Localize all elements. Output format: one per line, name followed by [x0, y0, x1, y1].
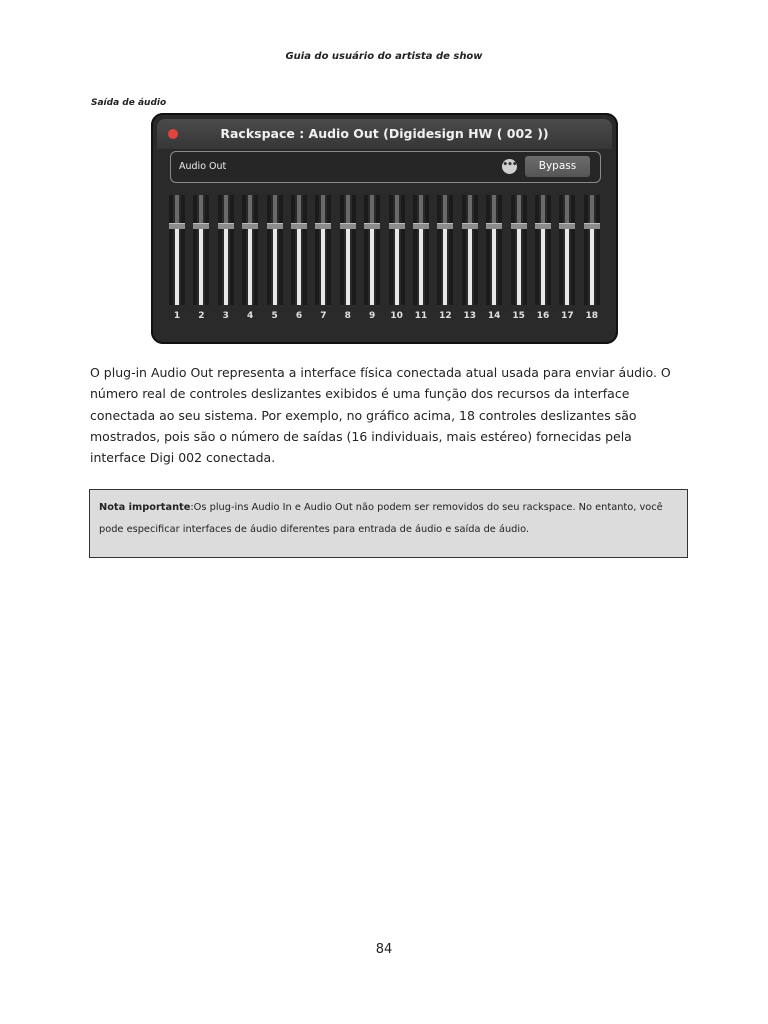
slider-fill	[175, 226, 179, 305]
slider-number-label: 16	[536, 311, 550, 321]
slider-thumb[interactable]	[486, 223, 502, 229]
rackspace-window-screenshot	[151, 113, 618, 344]
slider-groove	[462, 195, 466, 305]
slider-thumb[interactable]	[364, 223, 380, 229]
slider-thumb[interactable]	[193, 223, 209, 229]
slider-thumb[interactable]	[169, 223, 185, 229]
slider-number-label: 8	[344, 311, 351, 321]
slider-thumb[interactable]	[462, 223, 478, 229]
slider-number-label: 1	[173, 311, 181, 321]
slider-fill	[419, 226, 423, 305]
output-slider[interactable]	[409, 193, 433, 328]
output-slider[interactable]	[165, 193, 189, 328]
slider-groove	[449, 195, 453, 305]
slider-groove	[389, 195, 393, 305]
slider-groove	[303, 195, 307, 305]
output-slider[interactable]	[238, 193, 262, 328]
slider-groove	[401, 195, 405, 305]
slider-fill	[541, 226, 545, 305]
slider-fill	[297, 226, 301, 305]
bypass-button[interactable]: Bypass	[525, 156, 590, 177]
slider-groove	[267, 195, 271, 305]
slider-fill	[199, 226, 203, 305]
slider-fill	[346, 226, 350, 305]
page-number: 84	[375, 942, 393, 957]
slider-number-label: 6	[295, 311, 303, 321]
output-slider[interactable]	[189, 193, 213, 328]
slider-bank	[165, 193, 605, 328]
more-options-icon[interactable]: •••	[502, 159, 517, 174]
slider-thumb[interactable]	[218, 223, 234, 229]
slider-groove	[291, 195, 295, 305]
output-slider[interactable]	[531, 193, 555, 328]
slider-fill	[517, 226, 521, 305]
slider-number-label: 9	[369, 311, 376, 321]
slider-groove	[511, 195, 515, 305]
running-header: Guia do usuário do artista de show	[285, 51, 483, 62]
output-slider[interactable]	[336, 193, 360, 328]
slider-groove	[181, 195, 185, 305]
slider-groove	[352, 195, 356, 305]
section-caption: Saída de áudio	[91, 98, 167, 108]
slider-number-label: 3	[222, 311, 229, 321]
slider-groove	[498, 195, 502, 305]
slider-thumb[interactable]	[267, 223, 283, 229]
slider-fill	[370, 226, 374, 305]
output-slider[interactable]	[311, 193, 335, 328]
slider-number-label: 15	[512, 311, 525, 321]
slider-fill	[443, 226, 447, 305]
window-title: Rackspace : Audio Out (Digidesign HW ( 002 ))	[220, 126, 549, 141]
slider-fill	[321, 226, 325, 305]
body-paragraph: O plug-in Audio Out representa a interface física conectada atual usada para enviar áudio. O número real de controles deslizantes exibidos é uma função dos recursos da interface conectada ao seu sistema. Por exemplo, no gráfico acima, 18 controles deslizantes são mostrados, pois são o número de saídas (16 individuais, mais estéreo) fornecidas pela interface Digi 002 conectada.	[90, 365, 671, 466]
note-text: :Os plug-ins Audio In e Audio Out não podem ser removidos do seu rackspace. No entanto, você pode especificar interfaces de áudio diferentes para entrada de áudio e saída de áudio.	[99, 502, 663, 535]
note-label: Nota importante	[99, 502, 191, 513]
slider-groove	[279, 195, 283, 305]
slider-fill	[492, 226, 496, 305]
slider-thumb[interactable]	[389, 223, 405, 229]
slider-thumb[interactable]	[242, 223, 258, 229]
output-slider[interactable]	[555, 193, 579, 328]
plugin-strip	[170, 151, 601, 183]
slider-fill	[468, 226, 472, 305]
slider-fill	[565, 226, 569, 305]
output-slider[interactable]	[263, 193, 287, 328]
slider-number-label: 17	[561, 311, 574, 321]
slider-groove	[559, 195, 563, 305]
slider-number-label: 13	[463, 311, 477, 321]
slider-groove	[218, 195, 222, 305]
slider-groove	[523, 195, 527, 305]
output-slider[interactable]	[360, 193, 384, 328]
slider-number-label: 18	[585, 311, 599, 321]
slider-groove	[547, 195, 551, 305]
slider-thumb[interactable]	[413, 223, 429, 229]
slider-groove	[376, 195, 380, 305]
slider-groove	[169, 195, 173, 305]
slider-thumb[interactable]	[291, 223, 307, 229]
slider-fill	[224, 226, 228, 305]
output-slider[interactable]	[458, 193, 482, 328]
slider-groove	[364, 195, 368, 305]
output-slider[interactable]	[507, 193, 531, 328]
output-slider[interactable]	[385, 193, 409, 328]
slider-groove	[535, 195, 539, 305]
slider-number-label: 10	[390, 311, 403, 321]
slider-groove	[425, 195, 429, 305]
slider-groove	[315, 195, 319, 305]
slider-groove	[596, 195, 600, 305]
output-slider[interactable]	[482, 193, 506, 328]
slider-groove	[230, 195, 234, 305]
slider-thumb[interactable]	[315, 223, 331, 229]
slider-fill	[273, 226, 277, 305]
slider-groove	[205, 195, 209, 305]
output-slider[interactable]	[433, 193, 457, 328]
slider-groove	[486, 195, 490, 305]
slider-number-label: 11	[414, 311, 428, 321]
output-slider[interactable]	[580, 193, 604, 328]
output-slider[interactable]	[214, 193, 238, 328]
slider-fill	[590, 226, 594, 305]
slider-thumb[interactable]	[511, 223, 527, 229]
output-slider[interactable]	[287, 193, 311, 328]
slider-groove	[413, 195, 417, 305]
slider-groove	[327, 195, 331, 305]
slider-number-label: 5	[271, 311, 278, 321]
slider-groove	[242, 195, 246, 305]
slider-groove	[474, 195, 478, 305]
slider-groove	[437, 195, 441, 305]
slider-groove	[340, 195, 344, 305]
slider-number-label: 14	[487, 311, 501, 321]
slider-thumb[interactable]	[535, 223, 551, 229]
slider-number-label: 2	[198, 311, 205, 321]
slider-fill	[248, 226, 252, 305]
slider-groove	[193, 195, 197, 305]
slider-number-label: 7	[320, 311, 327, 321]
slider-thumb[interactable]	[559, 223, 575, 229]
plugin-name-label: Audio Out	[179, 161, 227, 172]
slider-number-label: 4	[247, 311, 254, 321]
slider-thumb[interactable]	[437, 223, 453, 229]
slider-fill	[395, 226, 399, 305]
slider-number-label: 12	[439, 311, 452, 321]
slider-thumb[interactable]	[340, 223, 356, 229]
slider-groove	[571, 195, 575, 305]
slider-groove	[254, 195, 258, 305]
slider-thumb[interactable]	[584, 223, 600, 229]
slider-groove	[584, 195, 588, 305]
important-note-box	[89, 489, 688, 558]
